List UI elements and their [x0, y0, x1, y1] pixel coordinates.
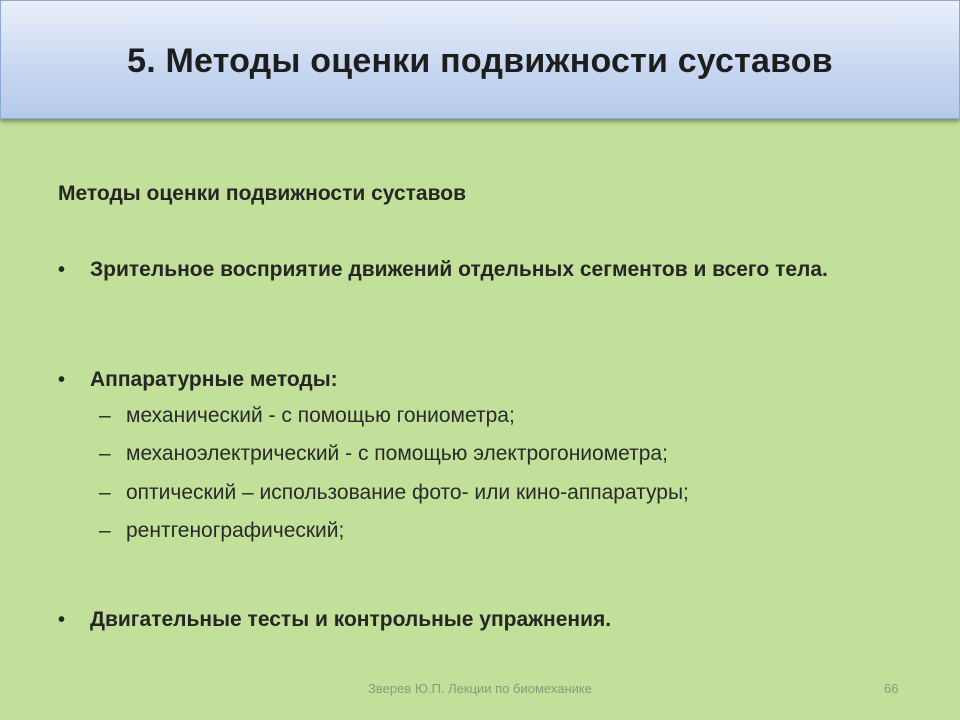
- dash-marker: –: [99, 481, 111, 504]
- sub-item-mechanical: [99, 402, 515, 430]
- bullet-item-motor-tests: [58, 604, 888, 636]
- sub-item-radiographic: [99, 517, 344, 545]
- bullet-marker: •: [58, 259, 66, 281]
- sub-item-text: оптический – использование фото- или кино-аппаратуры;: [126, 481, 689, 504]
- footer-text: Зверев Ю.П. Лекции по биомеханике: [368, 681, 592, 696]
- sub-item-text: механический - с помощью гониометра;: [126, 404, 515, 427]
- bullet-text: Зрительное восприятие движений отдельных сегментов и всего тела.: [90, 258, 828, 281]
- dash-marker: –: [99, 404, 111, 427]
- sub-item-text: механоэлектрический - с помощью электрогониометра;: [126, 442, 668, 465]
- bullet-text: Аппаратурные методы:: [90, 368, 338, 391]
- slide-subheading: Методы оценки подвижности суставов: [58, 182, 466, 205]
- bullet-text: Двигательные тесты и контрольные упражнения.: [90, 608, 612, 631]
- bullet-item-instrumental-methods: [58, 364, 888, 396]
- bullet-marker: •: [58, 369, 66, 391]
- dash-marker: –: [99, 519, 111, 542]
- dash-marker: –: [99, 442, 111, 465]
- sub-item-optical: [99, 479, 689, 507]
- bullet-marker: •: [58, 609, 66, 631]
- slide-title: 5. Методы оценки подвижности суставов: [127, 42, 833, 80]
- bullet-item-visual-perception: [58, 254, 888, 286]
- sub-item-mechanoelectrical: [99, 440, 668, 468]
- page-number: 66: [884, 681, 899, 696]
- sub-item-text: рентгенографический;: [126, 519, 345, 542]
